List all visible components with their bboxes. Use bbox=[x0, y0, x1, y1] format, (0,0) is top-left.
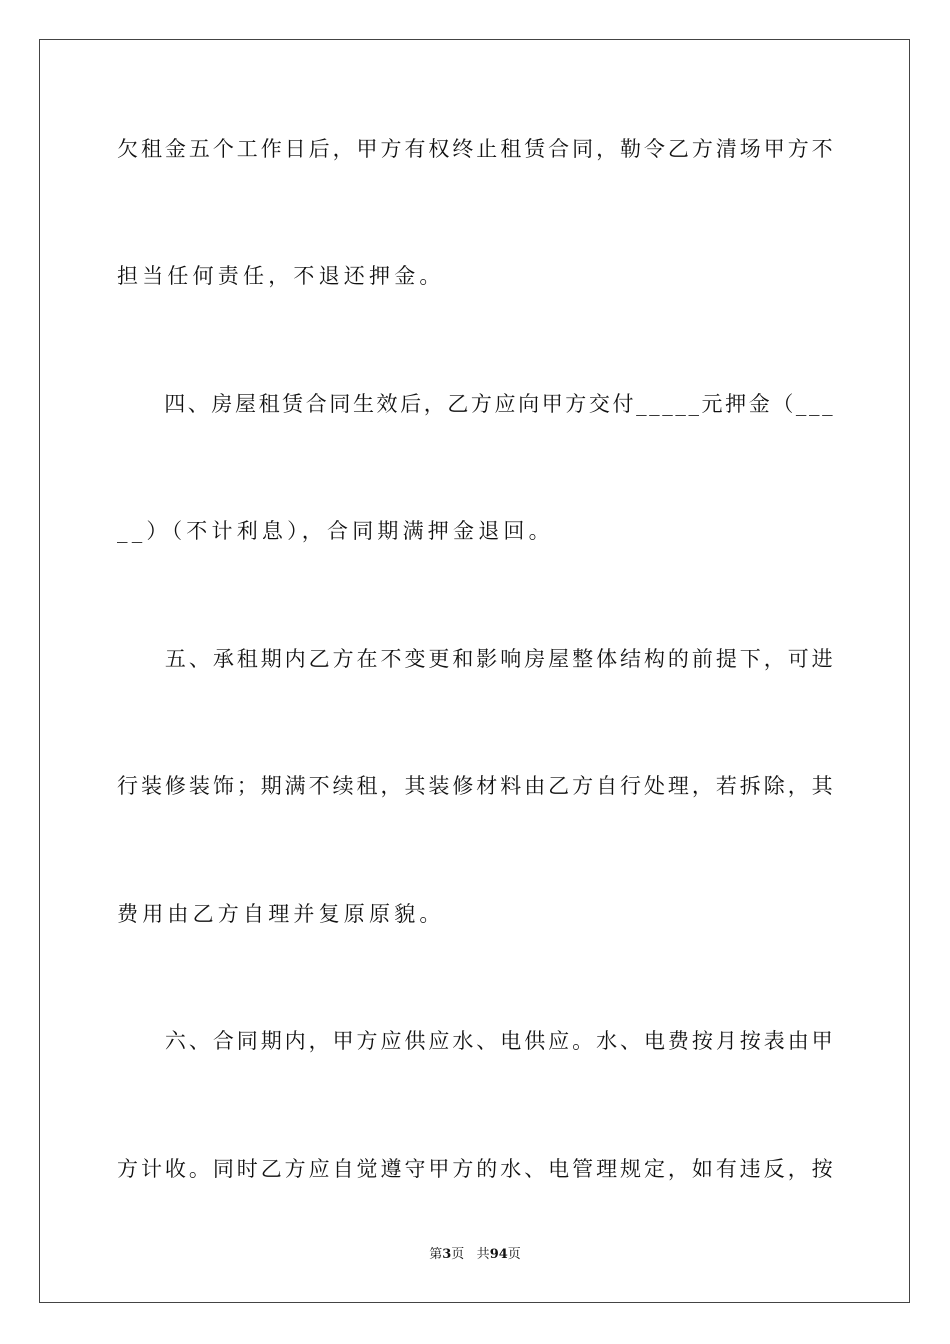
paragraph-line-5: 五 、 承 租 期 内 乙 方 在 不 变 更 和 影 响 房 屋 整 体 结 构 的 前 提 下 ， 可 进 bbox=[164, 647, 833, 671]
paragraph-line-7: 费用由乙方自理并复原原貌。 bbox=[117, 902, 445, 926]
footer-total-suffix: 页 bbox=[507, 1247, 521, 1262]
paragraph-line-6: 行 装 修 装 饰 ； 期 满 不 续 租 ， 其 装 修 材 料 由 乙 方 自 行 处 理 ， 若 拆 除 ， 其 bbox=[117, 774, 833, 798]
paragraph-line-9: 方 计 收 。 同 时 乙 方 应 自 觉 遵 守 甲 方 的 水 、 电 管 理 规 定 ， 如 有 违 反 ， 按 bbox=[117, 1157, 833, 1181]
page-footer bbox=[0, 1246, 950, 1264]
paragraph-line-2: 担当任何责任，不退还押金。 bbox=[117, 264, 445, 288]
footer-page-number: 3 bbox=[442, 1247, 452, 1262]
paragraph-line-3: 四 、 房 屋 租 赁 合 同 生 效 后 ， 乙 方 应 向 甲 方 交 付 _ _ _ _ _ 元 押 金 （ _ _ _ bbox=[164, 392, 833, 416]
paragraph-line-8: 六 、 合 同 期 内 ， 甲 方 应 供 应 水 、 电 供 应 。 水 、 电 费 按 月 按 表 由 甲 bbox=[164, 1029, 833, 1053]
footer-page-prefix: 第 bbox=[429, 1247, 443, 1262]
paragraph-line-4: __）（不计利息），合同期满押金退回。 bbox=[117, 519, 554, 543]
paragraph-line-1: 欠 租 金 五 个 工 作 日 后 ， 甲 方 有 权 终 止 租 赁 合 同 ， 勒 令 乙 方 清 场 甲 方 不 bbox=[117, 137, 833, 161]
footer-total-prefix: 共 bbox=[476, 1247, 490, 1262]
footer-total-pages: 94 bbox=[489, 1247, 508, 1262]
footer-page-suffix: 页 bbox=[451, 1247, 465, 1262]
